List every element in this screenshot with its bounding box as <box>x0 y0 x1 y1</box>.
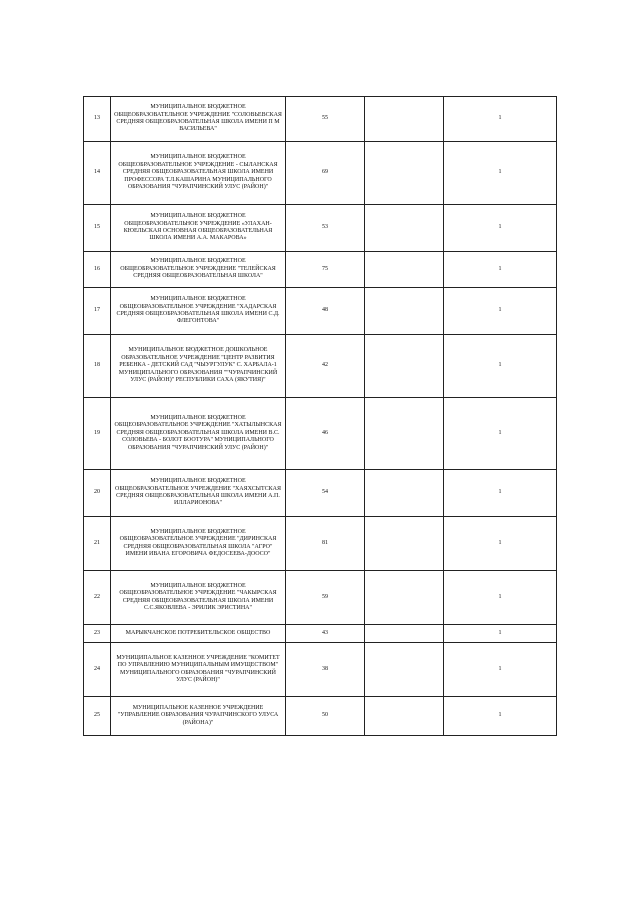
row-value: 69 <box>286 142 365 205</box>
organization-name: МУНИЦИПАЛЬНОЕ БЮДЖЕТНОЕ ДОШКОЛЬНОЕ ОБРАЗОВАТЕЛЬНОЕ УЧРЕЖДЕНИЕ "ЦЕНТР РАЗВИТИЯ РЕБЕНКА - ДЕТСКИЙ САД "ЧЫУРГУЛУК" С. ХАРБАЛА-1 МУНИЦИПАЛЬНОГО ОБРАЗОВАНИЯ ""ЧУРАПЧИНСКИЙ УЛУС (РАЙОН)" РЕСПУБЛИКИ САХА (ЯКУТИЯ)" <box>111 335 286 398</box>
empty-cell <box>365 697 444 736</box>
row-value: 48 <box>286 288 365 335</box>
table-row <box>84 571 557 625</box>
table-row <box>84 643 557 697</box>
row-value: 59 <box>286 571 365 625</box>
organization-name: МУНИЦИПАЛЬНОЕ БЮДЖЕТНОЕ ОБЩЕОБРАЗОВАТЕЛЬНОЕ УЧРЕЖДЕНИЕ «УЛАХАН-КЮЕЛЬСКАЯ ОСНОВНАЯ ОБЩЕОБРАЗОВАТЕЛЬНАЯ ШКОЛА ИМЕНИ А.А. МАКАРОВА» <box>111 205 286 252</box>
organization-name: МУНИЦИПАЛЬНОЕ БЮДЖЕТНОЕ ОБЩЕОБРАЗОВАТЕЛЬНОЕ УЧРЕЖДЕНИЕ "ХАДАРСКАЯ СРЕДНЯЯ ОБЩЕОБРАЗОВАТЕЛЬНАЯ ШКОЛА ИМЕНИ С.Д. ФЛЕГОНТОВА" <box>111 288 286 335</box>
row-count: 1 <box>444 142 557 205</box>
empty-cell <box>365 517 444 571</box>
empty-cell <box>365 97 444 142</box>
row-number: 19 <box>84 398 111 470</box>
organization-name: МУНИЦИПАЛЬНОЕ КАЗЕННОЕ УЧРЕЖДЕНИЕ "УПРАВЛЕНИЕ ОБРАЗОВАНИЯ ЧУРАПЧИНСКОГО УЛУСА (РАЙОНА)" <box>111 697 286 736</box>
row-count: 1 <box>444 643 557 697</box>
row-count: 1 <box>444 697 557 736</box>
empty-cell <box>365 643 444 697</box>
empty-cell <box>365 288 444 335</box>
empty-cell <box>365 398 444 470</box>
table-row <box>84 625 557 643</box>
row-number: 14 <box>84 142 111 205</box>
empty-cell <box>365 625 444 643</box>
row-count: 1 <box>444 97 557 142</box>
organization-name: МУНИЦИПАЛЬНОЕ БЮДЖЕТНОЕ ОБЩЕОБРАЗОВАТЕЛЬНОЕ УЧРЕЖДЕНИЕ "ДИРИНСКАЯ СРЕДНЯЯ ОБЩЕОБРАЗОВАТЕЛЬНАЯ ШКОЛА "АГРО" ИМЕНИ ИВАНА ЕГОРОВИЧА ФЕДОСЕЕВА-ДООСО" <box>111 517 286 571</box>
organization-name: МУНИЦИПАЛЬНОЕ БЮДЖЕТНОЕ ОБЩЕОБРАЗОВАТЕЛЬНОЕ УЧРЕЖДЕНИЕ "ТЕЛЕЙСКАЯ СРЕДНЯЯ ОБЩЕОБРАЗОВАТЕЛЬНАЯ ШКОЛА" <box>111 252 286 288</box>
row-count: 1 <box>444 398 557 470</box>
organizations-table <box>83 96 557 736</box>
row-number: 21 <box>84 517 111 571</box>
table-row <box>84 470 557 517</box>
row-number: 18 <box>84 335 111 398</box>
organization-name: МУНИЦИПАЛЬНОЕ КАЗЕННОЕ УЧРЕЖДЕНИЕ "КОМИТЕТ ПО УПРАВЛЕНИЮ МУНИЦИПАЛЬНЫМ ИМУЩЕСТВОМ" МУНИЦИПАЛЬНОГО ОБРАЗОВАНИЯ "ЧУРАПЧИНСКИЙ УЛУС (РАЙОН)" <box>111 643 286 697</box>
row-value: 75 <box>286 252 365 288</box>
table-row <box>84 697 557 736</box>
row-number: 20 <box>84 470 111 517</box>
row-count: 1 <box>444 252 557 288</box>
empty-cell <box>365 335 444 398</box>
row-value: 50 <box>286 697 365 736</box>
empty-cell <box>365 571 444 625</box>
table-row <box>84 335 557 398</box>
row-count: 1 <box>444 625 557 643</box>
row-count: 1 <box>444 470 557 517</box>
empty-cell <box>365 142 444 205</box>
organization-name: МУНИЦИПАЛЬНОЕ БЮДЖЕТНОЕ ОБЩЕОБРАЗОВАТЕЛЬНОЕ УЧРЕЖДЕНИЕ "ХАТЫЛЫНСКАЯ СРЕДНЯЯ ОБЩЕОБРАЗОВАТЕЛЬНАЯ ШКОЛА ИМЕНИ В.С. СОЛОВЬЕВА - БОЛОТ БООТУРА" МУНИЦИПАЛЬНОГО ОБРАЗОВАНИЯ "ЧУРАПЧИНСКИЙ УЛУС (РАЙОН)" <box>111 398 286 470</box>
row-value: 42 <box>286 335 365 398</box>
row-count: 1 <box>444 205 557 252</box>
row-number: 24 <box>84 643 111 697</box>
row-count: 1 <box>444 335 557 398</box>
organization-name: МУНИЦИПАЛЬНОЕ БЮДЖЕТНОЕ ОБЩЕОБРАЗОВАТЕЛЬНОЕ УЧРЕЖДЕНИЕ - СЫЛАНСКАЯ СРЕДНЯЯ ОБЩЕОБРАЗОВАТЕЛЬНАЯ ШКОЛА ИМЕНИ ПРОФЕССОРА Т.Л.КАШАРИНА МУНИЦИПАЛЬНОГО ОБРАЗОВАНИЯ "ЧУРАПЧИНСКИЙ УЛУС (РАЙОН)" <box>111 142 286 205</box>
row-count: 1 <box>444 571 557 625</box>
table-row <box>84 142 557 205</box>
row-number: 16 <box>84 252 111 288</box>
organization-name: МУНИЦИПАЛЬНОЕ БЮДЖЕТНОЕ ОБЩЕОБРАЗОВАТЕЛЬНОЕ УЧРЕЖДЕНИЕ "ЧАКЫРСКАЯ СРЕДНЯЯ ОБЩЕОБРАЗОВАТЕЛЬНАЯ ШКОЛА ИМЕНИ С.С.ЯКОВЛЕВА - ЭРИЛИК ЭРИСТИНА" <box>111 571 286 625</box>
organization-name: МУНИЦИПАЛЬНОЕ БЮДЖЕТНОЕ ОБЩЕОБРАЗОВАТЕЛЬНОЕ УЧРЕЖДЕНИЕ "ХАЯХСЫТСКАЯ СРЕДНЯЯ ОБЩЕОБРАЗОВАТЕЛЬНАЯ ШКОЛА ИМЕНИ А.П. ИЛЛАРИОНОВА" <box>111 470 286 517</box>
table-row <box>84 517 557 571</box>
row-value: 43 <box>286 625 365 643</box>
table-row <box>84 205 557 252</box>
row-value: 81 <box>286 517 365 571</box>
row-value: 46 <box>286 398 365 470</box>
row-value: 55 <box>286 97 365 142</box>
row-count: 1 <box>444 517 557 571</box>
row-value: 53 <box>286 205 365 252</box>
table-row <box>84 398 557 470</box>
row-number: 23 <box>84 625 111 643</box>
empty-cell <box>365 252 444 288</box>
row-number: 17 <box>84 288 111 335</box>
row-number: 13 <box>84 97 111 142</box>
row-number: 25 <box>84 697 111 736</box>
organization-name: МУНИЦИПАЛЬНОЕ БЮДЖЕТНОЕ ОБЩЕОБРАЗОВАТЕЛЬНОЕ УЧРЕЖДЕНИЕ "СОЛОВЬЕВСКАЯ СРЕДНЯЯ ОБЩЕОБРАЗОВАТЕЛЬНАЯ ШКОЛА ИМЕНИ П М ВАСИЛЬЕВА" <box>111 97 286 142</box>
empty-cell <box>365 470 444 517</box>
table-row <box>84 288 557 335</box>
table-row <box>84 252 557 288</box>
row-value: 54 <box>286 470 365 517</box>
row-number: 22 <box>84 571 111 625</box>
row-number: 15 <box>84 205 111 252</box>
empty-cell <box>365 205 444 252</box>
organization-name: МАРЫКЧАНСКОЕ ПОТРЕБИТЕЛЬСКОЕ ОБЩЕСТВО <box>111 625 286 643</box>
row-count: 1 <box>444 288 557 335</box>
table-row <box>84 97 557 142</box>
row-value: 38 <box>286 643 365 697</box>
